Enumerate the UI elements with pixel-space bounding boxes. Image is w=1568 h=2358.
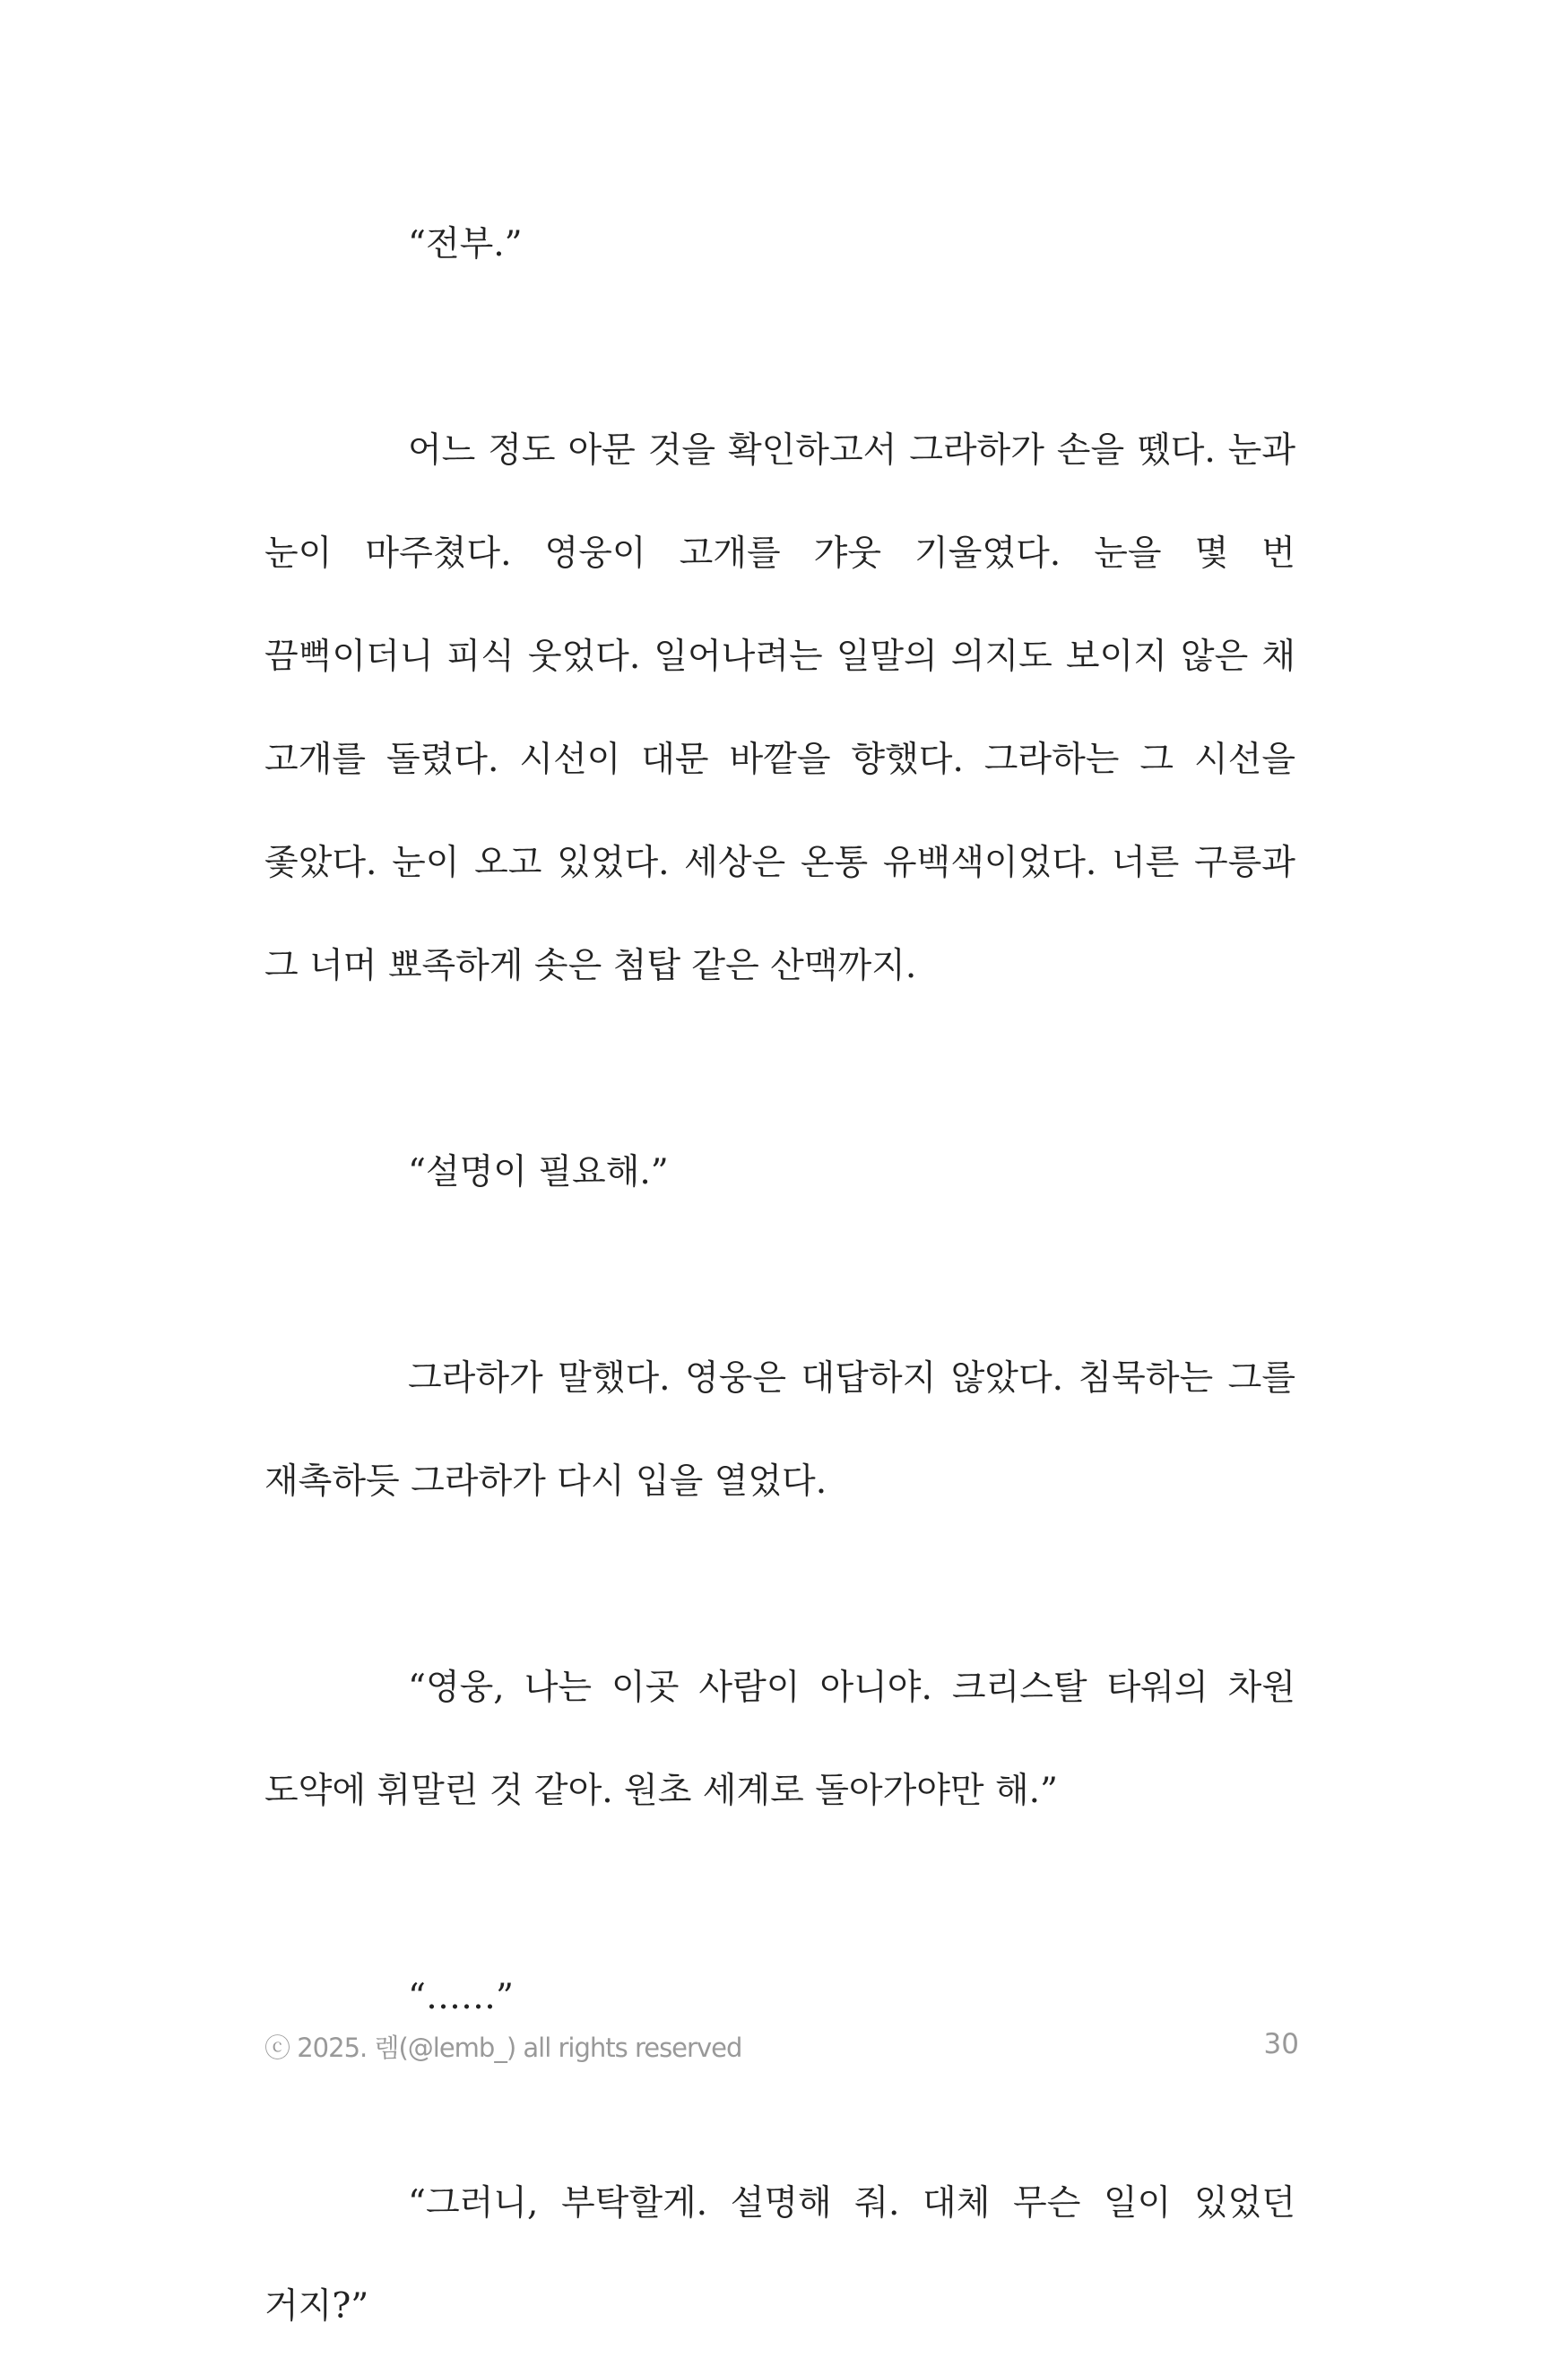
paragraph: “영웅, 나는 이곳 사람이 아니야. 크리스탈 타워의 차원 도약에 휘말린 것 같아. 원초 세계로 돌아가야만 해.”	[264, 1668, 1295, 1811]
paragraph: 그라하가 말했다. 영웅은 대답하지 않았다. 침묵하는 그를 재촉하듯 그라하가 다시 입을 열었다.	[264, 1358, 1295, 1502]
page-number: 30	[1263, 2028, 1299, 2060]
paragraph: “그러니, 부탁할게. 설명해 줘. 대체 무슨 일이 있었던 거지?”	[264, 2183, 1295, 2327]
copyright-notice: ⓒ 2025. 렘(@lemb_) all rights reserved	[264, 2033, 742, 2063]
paragraph: “전부.”	[408, 224, 523, 264]
paragraph: 어느 정도 아문 것을 확인하고서 그라하가 손을 뗐다. 눈과 눈이 마주쳤다. 영웅이 고개를 갸웃 기울였다. 눈을 몇 번 끔뻑이더니 피식 웃었다. 일어나려는 일말의 의지도 보이지 않은 채 고개를 돌렸다. 시선이 대문 바깥을 향했다. 그라하는 그 시선을 좇았다. 눈이 오고 있었다. 세상은 온통 유백색이었다. 너른 구릉과 그 너머 뾰족하게 솟은 첨탑 같은 산맥까지.	[264, 430, 1295, 986]
paragraph: “설명이 필요해.”	[408, 1152, 669, 1192]
paragraph: “……”	[408, 1977, 514, 2017]
